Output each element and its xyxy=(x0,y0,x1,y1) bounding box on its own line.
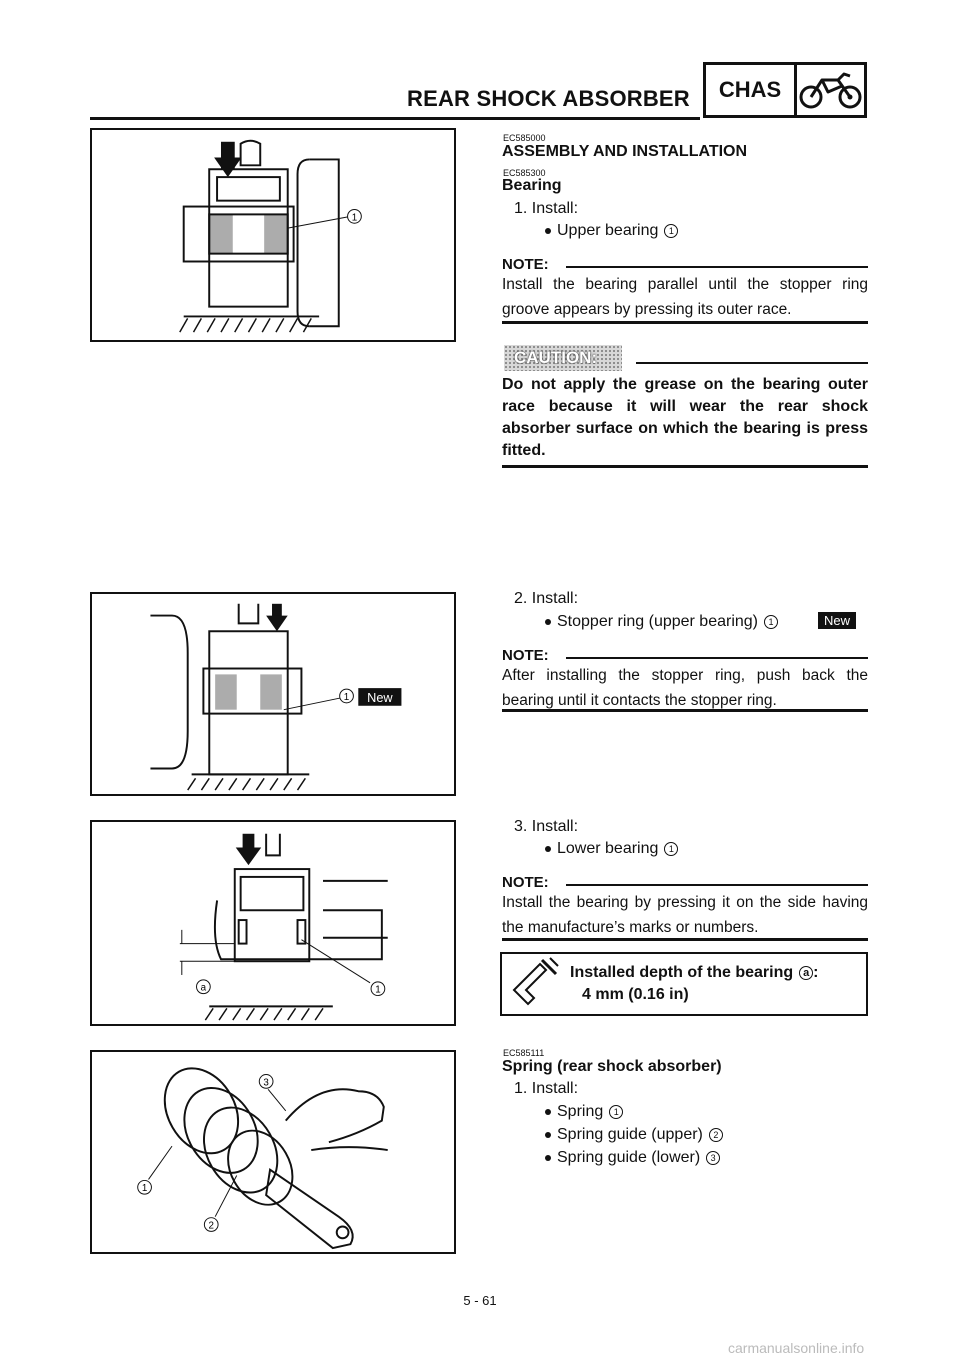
subsection-code: EC585300 xyxy=(503,168,546,178)
note-end-rule xyxy=(502,938,868,941)
section2-step-title: 1. Install: xyxy=(514,1080,579,1097)
step1-title: 1. Install: xyxy=(514,200,579,217)
caution-rule xyxy=(636,362,868,364)
step3-item xyxy=(545,840,678,858)
list-item-ref: 2 xyxy=(709,1128,723,1142)
step2-item-label: Stopper ring (upper bearing) xyxy=(557,613,759,630)
section-tab xyxy=(703,62,867,118)
section-label: CHAS xyxy=(706,65,797,115)
step1-note-text: Install the bearing parallel until the stopper ring groove appears by pressing its outer race. xyxy=(502,276,868,318)
step2-item xyxy=(545,613,778,631)
figure-stopper-ring xyxy=(90,592,456,796)
note-end-rule xyxy=(502,321,868,324)
spec-label: Installed depth of the bearing xyxy=(570,964,794,981)
list-item-label: Spring guide (upper) xyxy=(557,1126,703,1143)
caution-label: CAUTION: xyxy=(514,348,598,367)
watermark: carmanualsonline.info xyxy=(728,1340,865,1356)
motorcycle-icon xyxy=(797,65,864,115)
fig3-callout-a: a xyxy=(200,982,207,994)
section-heading: ASSEMBLY AND INSTALLATION xyxy=(502,143,748,160)
fig4-callout-1: 1 xyxy=(141,1183,148,1195)
spec-text: Installed depth of the bearing a : 4 mm (0.16 in) xyxy=(570,964,819,1003)
step2-note-label: NOTE: xyxy=(502,647,549,664)
caliper-icon xyxy=(506,954,566,1014)
caution-text: Do not apply the grease on the bearing outer race because it will wear the rear shock absorber surface on which the bearing is press fitted. xyxy=(502,376,868,459)
caution-end-rule xyxy=(502,465,868,468)
list-item-label: Spring guide (lower) xyxy=(557,1149,701,1166)
spec-value: 4 mm (0.16 in) xyxy=(582,986,689,1003)
fig2-callout: 1 xyxy=(343,691,350,703)
step2-note-text: After installing the stopper ring, push back the bearing until it contacts the stopper ring. xyxy=(502,667,868,709)
step3-item-label: Lower bearing xyxy=(557,840,659,857)
spec-ref: a xyxy=(799,966,813,980)
section2-heading: Spring (rear shock absorber) xyxy=(502,1058,722,1075)
list-item-ref: 3 xyxy=(706,1151,720,1165)
list-item-label: Spring xyxy=(557,1103,604,1120)
note-rule xyxy=(566,884,868,886)
figure-spring xyxy=(90,1050,456,1254)
step1-item xyxy=(545,222,678,240)
fig2-new-badge: New xyxy=(367,689,393,705)
list-item-ref: 1 xyxy=(609,1105,623,1119)
figure-upper-bearing xyxy=(90,128,456,342)
section-code: EC585000 xyxy=(503,133,546,143)
header-rule xyxy=(90,117,700,120)
fig4-callout-3: 3 xyxy=(263,1077,269,1089)
step1-ref: 1 xyxy=(664,224,678,238)
step3-ref: 1 xyxy=(664,842,678,856)
fig3-callout-1: 1 xyxy=(375,984,381,996)
page-number: 5 - 61 xyxy=(463,1293,497,1308)
step1-note-label: NOTE: xyxy=(502,256,549,273)
step3-title: 3. Install: xyxy=(514,818,579,835)
note-rule xyxy=(566,266,868,268)
page-title: REAR SHOCK ABSORBER xyxy=(407,86,690,111)
list-item xyxy=(545,1149,720,1167)
new-badge: New xyxy=(818,612,856,629)
fig4-callout-2: 2 xyxy=(208,1220,214,1232)
step1-item-label: Upper bearing xyxy=(557,222,659,239)
note-rule xyxy=(566,657,868,659)
step2-title: 2. Install: xyxy=(514,590,579,607)
figure-lower-bearing xyxy=(90,820,456,1026)
fig1-callout: 1 xyxy=(351,212,358,224)
list-item xyxy=(545,1103,623,1121)
section2-code: EC585111 xyxy=(503,1048,545,1058)
note-end-rule xyxy=(502,709,868,712)
step3-note-label: NOTE: xyxy=(502,874,549,891)
step3-note-text: Install the bearing by pressing it on the side having the manufacture’s marks or numbers. xyxy=(502,894,868,936)
list-item xyxy=(545,1126,723,1144)
subsection-heading: Bearing xyxy=(502,177,562,194)
step2-ref: 1 xyxy=(764,615,778,629)
